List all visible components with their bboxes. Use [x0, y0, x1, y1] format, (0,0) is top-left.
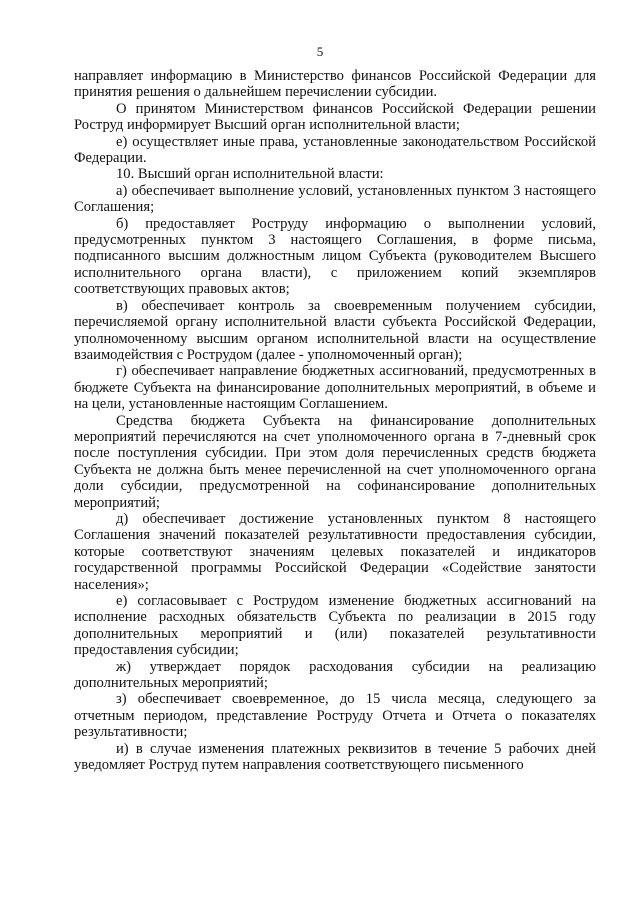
paragraph-item-zh: ж) утверждает порядок расходования субсидии на реализацию дополнительных мероприятий; [74, 658, 596, 692]
section-10-heading: 10. Высший орган исполнительной власти: [116, 166, 384, 183]
paragraph-ministry-decision: О принятом Министерством финансов Российской Федерации решении Роструд информирует Высший орган исполнительной власти; [74, 100, 596, 134]
paragraph-item-e-coordinate: е) согласовывает с Рострудом изменение бюджетных ассигнований на исполнение расходных обязательств Субъекта по реализации в 2015 году дополнительных мероприятий и (или) показателей результативности предоставления субсидии; [74, 593, 596, 659]
paragraph-item-g: г) обеспечивает направление бюджетных ассигнований, предусмотренных в бюджете Субъекта на финансирование дополнительных мероприятий, в объеме и на цели, установленные настоящим Соглашением. [74, 363, 596, 413]
paragraph-continuation: направляет информацию в Министерство финансов Российской Федерации для принятия решения о дальнейшем перечислении субсидии. [74, 68, 596, 101]
paragraph-item-v: в) обеспечивает контроль за своевременным получением субсидии, перечисляемой органу исполнительной власти субъекта Российской Федерации, уполномоченному высшим органом исполнительной власти на осуществление взаимодействия с Рострудом (далее - уполномоченный орган); [74, 297, 596, 363]
paragraph-budget-funds: Средства бюджета Субъекта на финансирование дополнительных мероприятий перечисляются на счет уполномоченного органа в 7-дневный срок после поступления субсидии. При этом доля перечисленных средств бюджета Субъекта не должна быть менее перечисленной на счет уполномоченного органа доли субсидии, предусмотренной на софинансирование дополнительных мероприятий; [74, 412, 596, 511]
paragraph-item-z: з) обеспечивает своевременное, до 15 числа месяца, следующего за отчетным периодом, представление Роструду Отчета и Отчета о показателях результативности; [74, 691, 596, 741]
paragraph-item-b: б) предоставляет Роструду информацию о выполнении условий, предусмотренных пунктом 3 настоящего Соглашения, в форме письма, подписанного высшим должностным лицом Субъекта (руководителем Высшего исполнительного органа власти), с приложением копий экземпляров соответствующих правовых актов; [74, 215, 596, 298]
page-number: 5 [316, 44, 324, 59]
paragraph-item-a: а) обеспечивает выполнение условий, установленных пунктом 3 настоящего Соглашения; [74, 182, 596, 216]
paragraph-item-e-rights: е) осуществляет иные права, установленные законодательством Российской Федерации. [74, 133, 596, 167]
paragraph-item-i: и) в случае изменения платежных реквизитов в течение 5 рабочих дней уведомляет Роструд путем направления соответствующего письменного [74, 740, 596, 774]
paragraph-item-d: д) обеспечивает достижение установленных пунктом 8 настоящего Соглашения значений показателей результативности предоставления субсидии, которые соответствуют значениям целевых показателей и индикаторов государственной программы Российской Федерации «Содействие занятости населения»; [74, 510, 596, 593]
